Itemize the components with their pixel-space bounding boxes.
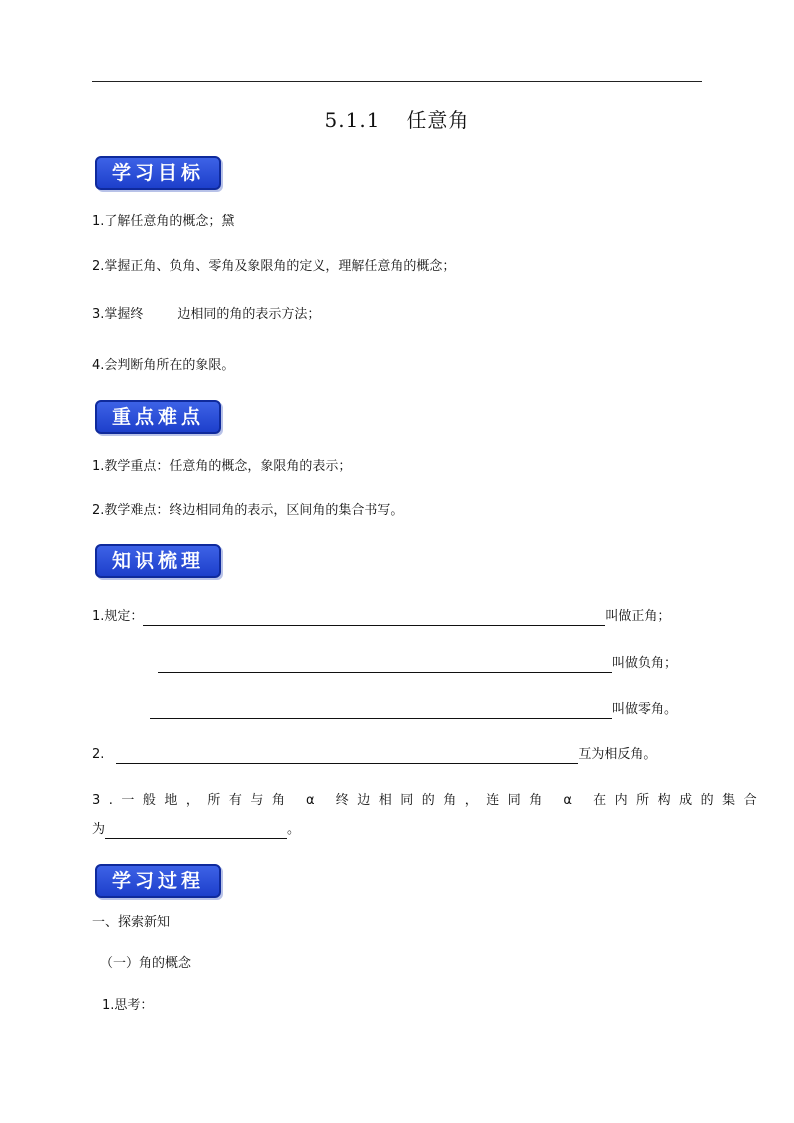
focus-item-1: 1.教学重点：任意角的概念，象限角的表示；: [92, 459, 352, 474]
rule-negative-line: 叫做负角；: [158, 655, 677, 673]
goal-item-2: 2.掌握正角、负角、零角及象限角的定义，理解任意角的概念；: [92, 259, 456, 274]
explore-heading: 一、探索新知: [92, 915, 171, 930]
stray-mark: 黛: [221, 214, 235, 229]
header-rule: [92, 81, 702, 82]
process-heading-badge: 学习过程: [95, 864, 221, 898]
goal-item-1: 1.了解任意角的概念；黛: [92, 214, 235, 229]
fill-blank[interactable]: [116, 749, 578, 764]
fill-blank[interactable]: [158, 658, 612, 673]
fill-blank[interactable]: [105, 824, 287, 839]
focus-heading-badge: 重点难点: [95, 400, 221, 434]
rule-positive-line: 1.规定： 叫做正角；: [92, 609, 671, 624]
page-title: [0, 104, 794, 133]
title-number: 5.1.1: [324, 108, 381, 132]
coterminal-set-line: 3.一般地，所有与角 α 终边相同的角，连同角 α 在内所构成的集合: [92, 793, 766, 808]
knowledge-heading-badge: 知识梳理: [95, 544, 221, 578]
think-label: 1.思考：: [102, 998, 154, 1013]
goals-heading-badge: 学习目标: [95, 156, 221, 190]
fill-blank[interactable]: [150, 704, 612, 719]
fill-blank[interactable]: [143, 611, 605, 626]
angle-concept-subheading: （一）角的概念: [100, 956, 192, 971]
focus-item-2: 2.教学难点：终边相同角的表示，区间角的集合书写。: [92, 503, 404, 518]
goal-item-3: 3.掌握终 边相同的角的表示方法；: [92, 307, 321, 322]
coterminal-set-blank-line: 为 。: [92, 822, 301, 837]
rule-zero-line: 叫做零角。: [150, 701, 677, 719]
title-text: 任意角: [406, 108, 470, 132]
opposite-angle-line: 2. 互为相反角。: [92, 747, 657, 762]
goal-item-4: 4.会判断角所在的象限。: [92, 358, 235, 373]
